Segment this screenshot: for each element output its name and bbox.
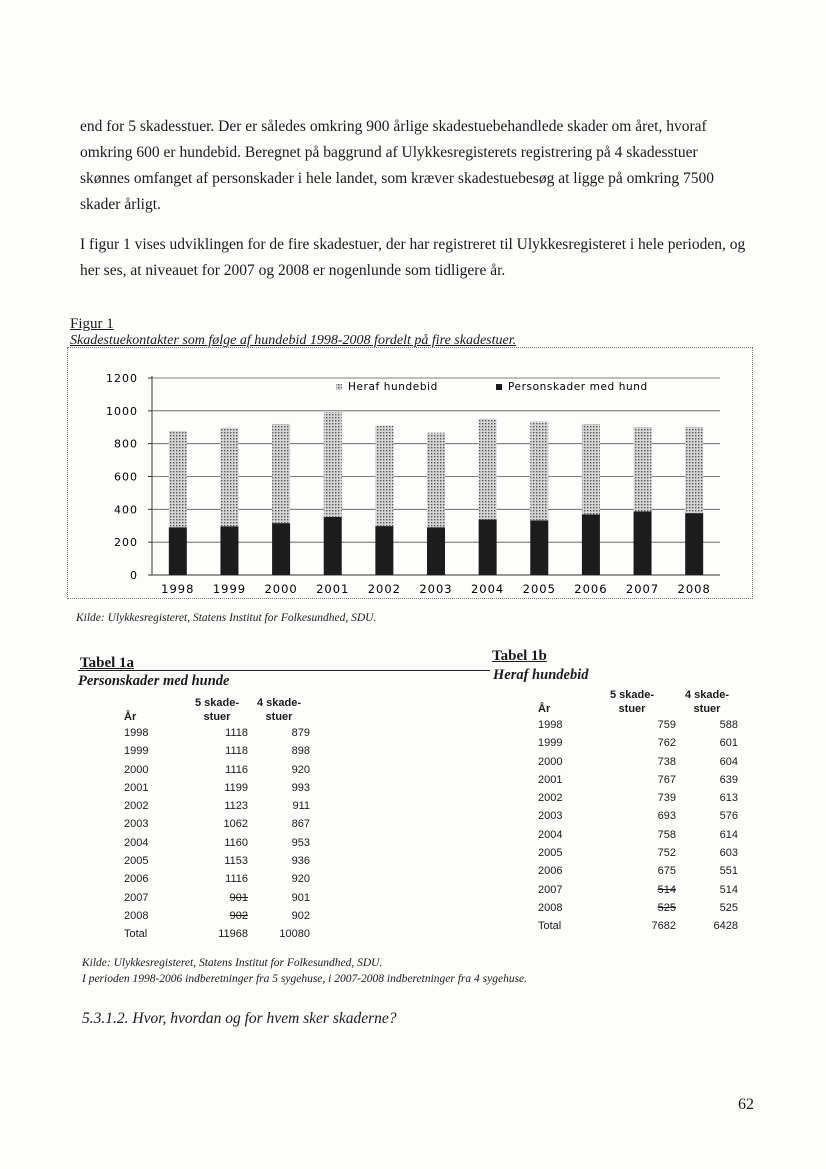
table-row [120, 742, 310, 760]
table-cell-year: 1998 [124, 727, 149, 739]
table-cell-value: 1118 [225, 745, 248, 758]
x-tick-label: 2005 [522, 582, 556, 596]
table-row [534, 716, 738, 734]
table-b-subtitle: Heraf hundebid [493, 667, 589, 683]
table-row [120, 779, 310, 797]
table-cell-year: 2000 [538, 755, 563, 768]
table-cell-value: 901 [291, 891, 310, 904]
table-b-title: Tabel 1b [492, 648, 547, 664]
bar-segment-hundebid [685, 427, 703, 513]
table-cell-value: 588 [719, 719, 738, 731]
table-cell-year: 2002 [538, 792, 563, 805]
table-cell-value: 752 [657, 847, 676, 860]
table-cell-year: 2003 [124, 818, 149, 831]
table-cell-value: 867 [291, 818, 310, 831]
table-cell-value: 739 [657, 792, 676, 805]
bar-segment-personskader [582, 514, 600, 575]
table-row [120, 907, 310, 925]
table-row [120, 925, 310, 943]
table-cell-year: 2002 [124, 800, 149, 813]
bar-segment-hundebid [427, 433, 445, 528]
legend-label: Personskader med hund [508, 381, 648, 393]
y-tick-label: 1000 [106, 404, 138, 418]
bar-segment-hundebid [375, 425, 393, 526]
table-a [120, 696, 310, 944]
section-heading: 5.3.1.2. Hvor, hvordan og for hvem sker skaderne? [82, 1010, 397, 1027]
x-tick-label: 2004 [470, 582, 505, 596]
table-row [534, 753, 738, 771]
table-row [534, 917, 738, 935]
table-cell-value: 738 [657, 755, 676, 768]
y-tick-label: 800 [114, 437, 138, 451]
table-cell-value: 601 [719, 737, 738, 750]
table-cell-year: 2006 [124, 873, 149, 886]
table-cell-year: 2000 [124, 763, 149, 776]
table-cell-year: 2004 [124, 836, 149, 849]
table-row [120, 761, 310, 779]
x-tick-label: 1998 [161, 582, 195, 596]
table-cell-value: 614 [719, 828, 738, 841]
y-tick-label: 400 [114, 503, 138, 517]
table-cell-year: 2001 [124, 781, 149, 794]
bar-segment-personskader [530, 520, 548, 575]
table-cell-value: 604 [719, 755, 738, 768]
body-paragraph-1: end for 5 skadesstuer. Der er således omkring 900 årlige skadestuebehandlede skader om året, hvoraf omkring 600 er hundebid. Beregnet på baggrund af Ulykkesregisterets registrering på 4 skadesstuer skønnes omfanget af personskader i hele landet, som kræver skadestuebesøg at ligge på omkring 7500 skader årligt. [80, 118, 715, 213]
bar-segment-personskader [685, 513, 703, 575]
table-cell-value: 525 [657, 901, 676, 914]
table-cell-value: 993 [291, 781, 310, 794]
table-cell-year: 2004 [538, 828, 563, 841]
table-row [534, 789, 738, 807]
table-a-header-4: 4 skade- stuer [256, 697, 302, 723]
table-cell-value: 639 [719, 773, 738, 786]
table-row [120, 797, 310, 815]
table-cell-value: 693 [657, 810, 676, 823]
table-cell-value: 1116 [225, 763, 248, 776]
table-row [120, 889, 310, 907]
table-cell-value: 898 [291, 745, 310, 758]
bar-segment-personskader [634, 511, 652, 575]
table-a-header-year: År [124, 711, 137, 723]
x-tick-label: 2007 [625, 582, 660, 596]
table-b-header-5: 5 skade- stuer [609, 689, 655, 715]
x-tick-label: 2002 [367, 582, 402, 596]
table-cell-value: 879 [291, 727, 310, 739]
figure-caption: Skadestuekontakter som følge af hundebid 1998-2008 fordelt på fire skadestuer. [70, 333, 517, 348]
table-cell-value: 6428 [713, 920, 738, 933]
table-cell-value: 920 [291, 873, 310, 886]
table-cell-value: 901 [229, 891, 248, 904]
table-cell-value: 11968 [218, 928, 248, 941]
table-cell-year: 1999 [538, 737, 563, 750]
stacked-bar-chart [68, 348, 752, 598]
x-tick-label: 2003 [419, 582, 453, 596]
y-tick-label: 200 [114, 536, 138, 550]
table-cell-year: 1998 [538, 719, 563, 731]
table-cell-value: 514 [657, 883, 676, 896]
bar-segment-personskader [427, 527, 445, 575]
table-cell-year: 2006 [538, 865, 563, 878]
table-cell-value: 920 [291, 763, 310, 776]
table-cell-value: 613 [719, 792, 738, 805]
table-b-header-year: År [538, 703, 551, 715]
table-cell-year: 2001 [538, 773, 563, 786]
y-tick-label: 0 [130, 569, 138, 582]
bar-segment-personskader [324, 517, 342, 575]
table-a-title: Tabel 1a [80, 655, 135, 671]
table-cell-value: 936 [291, 855, 310, 868]
table-cell-value: 10080 [279, 928, 310, 941]
bar-segment-personskader [479, 519, 497, 575]
table-row [534, 807, 738, 825]
table-cell-value: 758 [657, 828, 676, 841]
table-cell-value: 1160 [224, 836, 248, 849]
table-cell-value: 1062 [223, 818, 248, 831]
table-cell-value: 911 [292, 800, 310, 813]
x-tick-label: 2000 [264, 582, 298, 596]
table-period-note: I perioden 1998-2006 indberetninger fra 5 sygehuse, i 2007-2008 indberetninger fra 4 sygehuse. [82, 973, 528, 985]
bar-segment-hundebid [479, 419, 497, 520]
table-cell-value: 902 [229, 909, 248, 922]
table-row [120, 870, 310, 888]
table-row [120, 834, 310, 852]
legend-swatch-hundebid [336, 384, 342, 390]
page-number: 62 [738, 1096, 754, 1113]
bar-segment-personskader [220, 526, 238, 575]
bar-segment-hundebid [634, 427, 652, 511]
table-cell-year: 2005 [124, 855, 149, 868]
table-notes [82, 955, 527, 987]
table-row [120, 815, 310, 833]
chart-source-note: Kilde: Ulykkesregisteret, Statens Institut for Folkesundhed, SDU. [76, 612, 377, 624]
table-cell-value: 576 [719, 810, 738, 823]
bar-segment-personskader [375, 526, 393, 575]
legend-label: Heraf hundebid [348, 381, 438, 393]
body-paragraph-2: I figur 1 vises udviklingen for de fire skadestuer, der har registreret til Ulykkesregisteret i hele perioden, og her ses, at niveauet for 2007 og 2008 er nogenlunde som tidligere år. [80, 236, 746, 279]
table-a-rule [78, 670, 490, 671]
table-row [120, 724, 310, 742]
x-tick-label: 2008 [677, 582, 711, 596]
legend-swatch-personskader [496, 384, 502, 390]
bar-segment-personskader [272, 523, 290, 575]
table-cell-year: Total [538, 920, 562, 933]
table-cell-value: 1153 [224, 855, 248, 868]
table-cell-value: 603 [719, 847, 738, 860]
table-b [534, 688, 738, 936]
table-cell-year: 2005 [538, 847, 563, 860]
table-cell-value: 514 [719, 883, 738, 896]
table-row [534, 862, 738, 880]
table-cell-value: 551 [719, 865, 738, 878]
table-cell-year: 2008 [124, 909, 149, 922]
y-tick-label: 1200 [106, 372, 138, 385]
table-row [534, 844, 738, 862]
bar-segment-hundebid [582, 424, 600, 514]
table-cell-year: 2007 [538, 883, 563, 896]
table-source-note: Kilde: Ulykkesregisteret, Statens Institut for Folkesundhed, SDU. [82, 957, 383, 969]
table-cell-value: 762 [657, 737, 676, 750]
table-cell-year: Total [124, 928, 148, 941]
table-cell-value: 675 [657, 865, 676, 878]
bar-segment-hundebid [169, 431, 187, 528]
table-a-header-5: 5 skade- stuer [194, 697, 240, 723]
chart-frame [67, 347, 753, 599]
bar-segment-hundebid [324, 412, 342, 517]
table-row [534, 826, 738, 844]
table-cell-year: 2008 [538, 901, 563, 914]
table-cell-value: 953 [291, 836, 310, 849]
x-tick-label: 2006 [574, 582, 608, 596]
table-cell-value: 767 [657, 773, 676, 786]
table-cell-value: 1118 [225, 727, 248, 739]
bar-segment-hundebid [220, 428, 238, 527]
table-cell-year: 2003 [538, 810, 563, 823]
table-cell-value: 1116 [225, 873, 248, 886]
bar-segment-personskader [169, 527, 187, 575]
table-row [534, 734, 738, 752]
table-row [534, 771, 738, 789]
x-tick-label: 2001 [316, 582, 350, 596]
table-a-subtitle: Personskader med hunde [78, 673, 230, 689]
table-cell-value: 902 [291, 909, 310, 922]
table-row [534, 899, 738, 917]
table-cell-year: 1999 [124, 745, 149, 758]
table-b-header-4: 4 skade- stuer [684, 689, 730, 715]
table-cell-value: 525 [719, 901, 738, 914]
table-cell-year: 2007 [124, 891, 149, 904]
bar-segment-hundebid [530, 421, 548, 520]
y-tick-label: 600 [114, 470, 138, 484]
table-cell-value: 759 [657, 719, 676, 731]
figure-label: Figur 1 [70, 316, 114, 332]
table-cell-value: 1123 [224, 800, 248, 813]
x-tick-label: 1999 [212, 582, 247, 596]
table-cell-value: 7682 [651, 920, 676, 933]
bar-segment-hundebid [272, 424, 290, 523]
table-row [534, 881, 738, 899]
table-row [120, 852, 310, 870]
table-cell-value: 1199 [224, 781, 248, 794]
